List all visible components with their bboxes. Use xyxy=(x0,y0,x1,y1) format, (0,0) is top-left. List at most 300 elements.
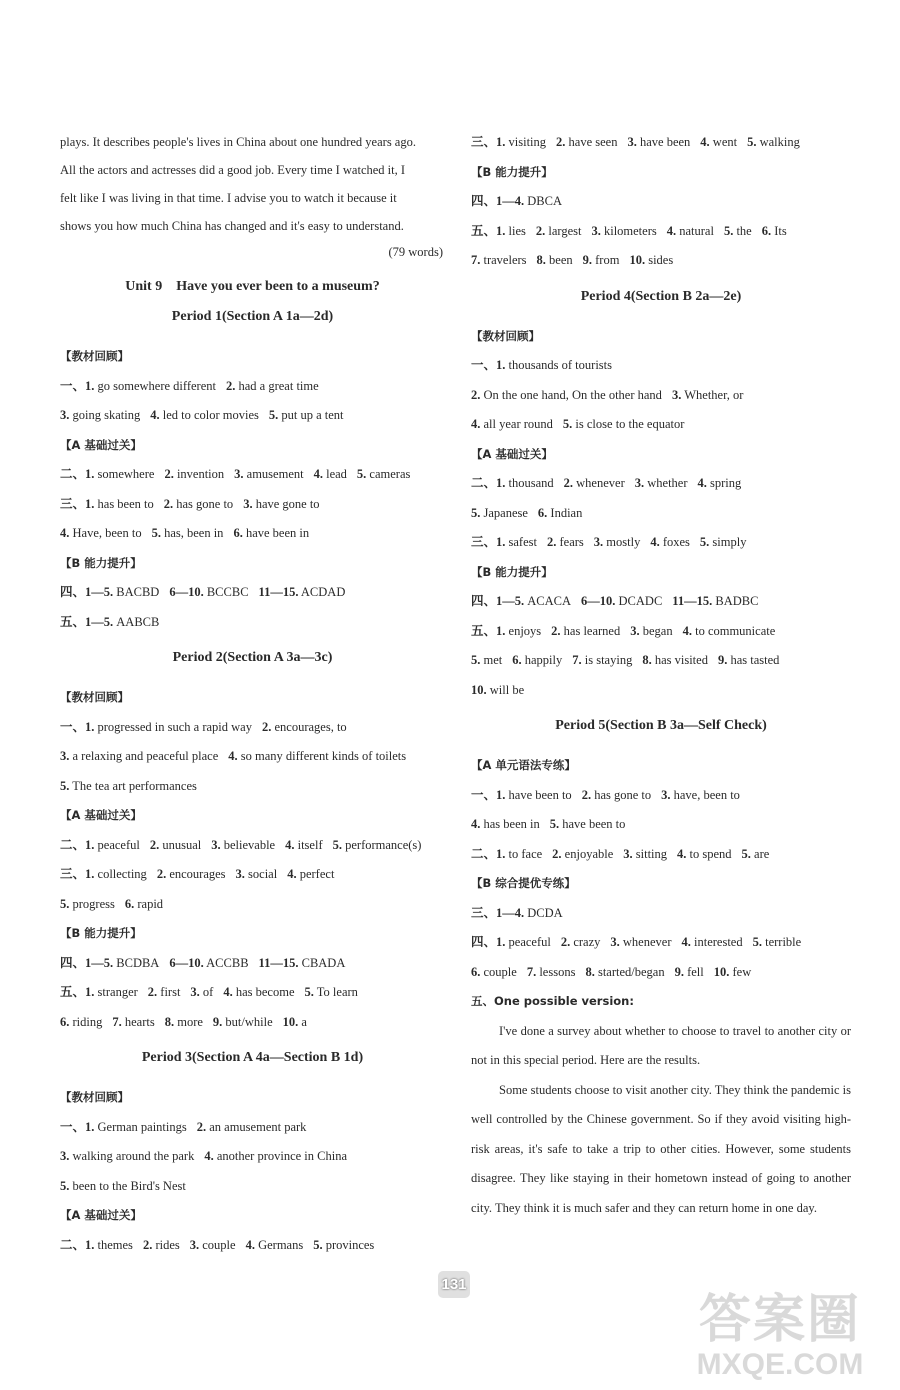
question-number: 8. xyxy=(642,653,652,667)
section-heading: 【教材回顾】 xyxy=(60,349,129,363)
answer-text: whenever xyxy=(622,935,672,949)
question-number: 4. xyxy=(228,749,238,763)
answer-text: have seen xyxy=(568,135,618,149)
answer-text: from xyxy=(595,253,620,267)
question-number: 11—15. xyxy=(672,594,713,608)
question-number: 三、1. xyxy=(471,135,506,149)
question-number: 3. xyxy=(634,476,645,490)
answer-text: DBCA xyxy=(527,194,562,208)
question-number: 7. xyxy=(471,253,481,267)
answer-text: spring xyxy=(710,476,742,490)
answer-text: has gone to xyxy=(176,496,234,511)
answer-line xyxy=(471,958,851,988)
section-heading: 【B 综合提优专练】 xyxy=(471,876,576,890)
sample-essay xyxy=(471,1017,851,1224)
answer-text: the xyxy=(736,223,752,238)
answer-line xyxy=(60,1172,445,1202)
section-heading: 【A 基础过关】 xyxy=(60,808,142,822)
question-number: 一、1. xyxy=(471,358,506,372)
question-number: 四、1—5. xyxy=(60,955,114,970)
answer-line xyxy=(60,1142,445,1172)
answer-text: kilometers xyxy=(603,223,657,238)
question-number: 四、1—5. xyxy=(60,585,114,599)
question-number: 3. xyxy=(627,135,637,149)
question-number: 2. xyxy=(563,476,574,490)
answer-text: rapid xyxy=(137,896,164,911)
answer-text: terrible xyxy=(765,935,802,949)
answer-text: couple xyxy=(483,964,517,979)
question-number: 3. xyxy=(60,408,70,422)
word-count: (79 words) xyxy=(388,245,443,259)
question-number: 4. xyxy=(245,1237,255,1252)
answer-text: social xyxy=(248,867,278,881)
question-number: 6—10. xyxy=(169,585,204,599)
question-number: 3. xyxy=(60,749,70,763)
answer-text: has gone to xyxy=(594,787,652,802)
question-number: 3. xyxy=(591,223,601,238)
answer-text: peaceful xyxy=(97,837,140,852)
answer-text: are xyxy=(754,846,770,861)
answer-text: have been in xyxy=(245,526,310,540)
paragraph-line: felt like I was living in that time. I advise you to watch it because it xyxy=(60,191,397,205)
question-number: 五、1. xyxy=(471,223,506,238)
answer-text: walking around the park xyxy=(72,1149,195,1163)
answer-text: have been xyxy=(639,135,691,149)
answer-line xyxy=(60,401,445,431)
answer-text: Japanese xyxy=(483,505,528,520)
answer-text: mostly xyxy=(606,535,641,549)
answer-line xyxy=(471,810,851,840)
answer-text: interested xyxy=(694,935,743,949)
answer-line xyxy=(471,128,851,158)
answer-text: travelers xyxy=(483,253,527,267)
question-number: 11—15. xyxy=(258,955,299,970)
answer-line xyxy=(60,772,445,802)
answer-text: thousand xyxy=(508,476,554,490)
answer-text: whenever xyxy=(576,476,625,490)
answer-line xyxy=(60,949,445,979)
question-number: 2. xyxy=(581,787,592,802)
answer-text: Germans xyxy=(258,1237,304,1252)
question-number: 5. xyxy=(471,505,481,520)
answer-text: will be xyxy=(489,682,525,697)
answer-line xyxy=(471,928,851,958)
question-number: 2. xyxy=(226,378,236,393)
answer-line xyxy=(60,1113,445,1143)
answer-text: itself xyxy=(297,837,323,852)
question-number: 4. xyxy=(677,846,687,861)
period-title: Period 2(Section A 3a—3c) xyxy=(172,650,333,665)
period-1-answers xyxy=(60,342,445,637)
essay-paragraph: Some students choose to visit another city. They think the pandemic is well controlled by the Chinese government. So if they avoid visiting high-risk areas, it's safe to take a trip to other cities. However, some students disagree. They like staying in their hometown instead of going to another city. They think it is much safer and they can return home in one day. xyxy=(471,1082,851,1215)
question-number: 4. xyxy=(471,417,481,431)
answer-text: thousands of tourists xyxy=(508,358,612,372)
question-number: 10. xyxy=(629,253,646,267)
question-number: 5. xyxy=(304,985,314,999)
unit-title: Unit 9 Have you ever been to a museum? xyxy=(125,279,380,294)
answer-text: has tasted xyxy=(730,653,780,667)
answer-text: been xyxy=(549,253,573,267)
answer-text: Whether, or xyxy=(684,387,744,402)
right-column xyxy=(471,128,851,1223)
answer-text: cameras xyxy=(369,467,411,481)
paragraph-line: plays. It describes people's lives in China about one hundred years ago. xyxy=(60,135,416,149)
question-number: 6. xyxy=(60,1014,70,1029)
question-number: 2. xyxy=(535,223,546,238)
answer-text: been to the Bird's Nest xyxy=(72,1178,186,1193)
question-number: 8. xyxy=(164,1014,175,1029)
answer-text: enjoyable xyxy=(564,846,614,861)
answer-line xyxy=(60,890,445,920)
answer-text: believable xyxy=(223,837,276,852)
answer-text: largest xyxy=(548,223,582,238)
answer-line xyxy=(60,742,445,772)
question-number: 四、1. xyxy=(471,935,506,949)
question-number: 5. xyxy=(723,223,734,238)
question-number: 二、1. xyxy=(60,467,95,481)
period-title: Period 1(Section A 1a—2d) xyxy=(171,309,334,324)
question-number: 7. xyxy=(112,1014,122,1029)
answer-line xyxy=(60,713,445,743)
answer-text: ACCBB xyxy=(206,955,249,970)
question-number: 6. xyxy=(537,505,548,520)
question-number: 四、1—4. xyxy=(471,194,525,208)
question-number: 一、1. xyxy=(60,1119,95,1134)
question-number: 5. xyxy=(60,896,70,911)
question-number: 5. xyxy=(752,935,762,949)
answer-line xyxy=(60,460,445,490)
answer-text: perfect xyxy=(299,867,335,881)
period-title: Period 3(Section A 4a—Section B 1d) xyxy=(141,1050,364,1065)
answer-line xyxy=(60,578,445,608)
question-number: 5. xyxy=(60,1178,70,1193)
watermark-cn: 答案圈 xyxy=(698,1290,861,1350)
answer-text: progressed in such a rapid way xyxy=(97,719,252,734)
section-heading: 【B 能力提升】 xyxy=(471,564,553,579)
answer-line xyxy=(60,831,445,861)
question-number: 四、1—5. xyxy=(471,594,525,608)
answer-text: peaceful xyxy=(508,935,551,949)
answer-text: DCDA xyxy=(527,905,563,920)
question-number: 5. xyxy=(741,846,751,861)
section-heading: 【B 能力提升】 xyxy=(471,164,553,179)
question-number: 6. xyxy=(233,526,243,540)
question-number: 2. xyxy=(560,935,571,949)
question-number: 6—10. xyxy=(581,594,616,608)
answer-text: enjoys xyxy=(508,623,542,638)
question-number: 2. xyxy=(546,535,557,549)
question-number: 4. xyxy=(700,135,710,149)
question-number: 2. xyxy=(552,846,562,861)
answer-line xyxy=(60,860,445,890)
answer-text: On the one hand, On the other hand xyxy=(483,387,662,402)
question-number: 9. xyxy=(717,653,728,667)
answer-text: encourages, to xyxy=(274,719,347,734)
answer-text: themes xyxy=(97,1237,133,1252)
answer-text: of xyxy=(202,985,214,999)
period-3-continued-answers xyxy=(471,128,851,276)
paragraph-line: All the actors and actresses did a good job. Every time I watched it, I xyxy=(60,163,406,177)
answer-text: going skating xyxy=(72,408,141,422)
answer-text: to face xyxy=(508,846,543,861)
answer-text: had a great time xyxy=(238,378,319,393)
question-number: 4. xyxy=(471,817,481,831)
answer-line xyxy=(471,187,851,217)
question-number: 5. xyxy=(60,778,70,793)
section-heading: 【A 单元语法专练】 xyxy=(471,758,576,772)
answer-line xyxy=(471,781,851,811)
question-number: 6. xyxy=(471,964,481,979)
question-number: 5. xyxy=(471,653,481,667)
question-number: 4. xyxy=(666,223,677,238)
answer-line xyxy=(60,978,445,1008)
question-number: 4. xyxy=(650,535,660,549)
period-4-answers xyxy=(471,322,851,706)
answer-text: The tea art performances xyxy=(72,778,197,793)
answer-text: has become xyxy=(235,985,295,999)
question-number: 4. xyxy=(313,467,323,481)
question-number: 一、1. xyxy=(60,719,95,734)
answer-text: lies xyxy=(508,223,526,238)
answer-text: DCADC xyxy=(618,594,663,608)
question-number: 4. xyxy=(204,1149,214,1163)
answer-text: unusual xyxy=(162,837,202,852)
answer-text: is staying xyxy=(584,653,633,667)
answer-text: a relaxing and peaceful place xyxy=(72,749,219,763)
question-number: 4. xyxy=(697,476,707,490)
question-number: 2. xyxy=(196,1119,207,1134)
answer-text: started/began xyxy=(597,964,665,979)
answer-line xyxy=(471,351,851,381)
answer-line xyxy=(471,840,851,870)
answer-line xyxy=(471,528,851,558)
question-number: 11—15. xyxy=(258,585,299,599)
answer-line xyxy=(471,469,851,499)
question-number: 3. xyxy=(661,787,671,802)
answer-text: AABCB xyxy=(116,614,160,629)
question-number: 2. xyxy=(156,867,167,881)
answer-text: sides xyxy=(648,253,674,267)
page-number: 131 xyxy=(438,1271,470,1298)
answer-text: lessons xyxy=(539,964,576,979)
answer-text: a xyxy=(301,1014,307,1029)
question-number: 5. xyxy=(356,467,367,481)
answer-text: somewhere xyxy=(97,467,155,481)
answer-line xyxy=(60,490,445,520)
period-5-answers xyxy=(471,751,851,1017)
section-heading: 【教材回顾】 xyxy=(471,328,540,343)
answer-text: visiting xyxy=(508,135,547,149)
question-number: 3. xyxy=(623,846,633,861)
question-number: 8. xyxy=(585,964,595,979)
question-number: 5. xyxy=(332,837,342,852)
paragraph-line: shows you how much China has changed and it's easy to understand. xyxy=(60,219,404,233)
answer-line xyxy=(60,1008,445,1038)
section-heading: 【教材回顾】 xyxy=(60,690,129,704)
answer-text: collecting xyxy=(97,867,147,881)
question-number: 6. xyxy=(124,896,135,911)
question-number: 5. xyxy=(562,417,573,431)
question-number: 3. xyxy=(630,623,640,638)
question-number: 3. xyxy=(211,837,221,852)
question-number: 9. xyxy=(212,1014,223,1029)
question-number: 3. xyxy=(234,467,244,481)
section-heading: 【教材回顾】 xyxy=(60,1090,129,1104)
question-number: 4. xyxy=(150,408,160,422)
question-number: 5. xyxy=(747,135,757,149)
question-number: 5. xyxy=(268,408,279,422)
question-number: 2. xyxy=(471,387,481,402)
answer-line xyxy=(60,372,445,402)
question-number: 5. xyxy=(313,1237,323,1252)
question-number: 二、1. xyxy=(471,476,506,490)
answer-text: riding xyxy=(72,1014,103,1029)
section-heading: 五、One possible version: xyxy=(471,994,634,1008)
question-number: 一、1. xyxy=(60,378,95,393)
answer-text: Have, been to xyxy=(72,526,142,540)
answer-text: to communicate xyxy=(695,623,776,638)
answer-text: invention xyxy=(176,467,225,481)
question-number: 5. xyxy=(549,817,560,831)
question-number: 2. xyxy=(556,135,566,149)
answer-text: an amusement park xyxy=(209,1119,307,1134)
answer-text: has learned xyxy=(563,623,621,638)
answer-text: performance(s) xyxy=(345,837,422,852)
answer-text: went xyxy=(712,135,738,149)
answer-line xyxy=(471,617,851,647)
question-number: 三、1—4. xyxy=(471,905,525,920)
answer-text: German paintings xyxy=(97,1119,187,1134)
answer-text: amusement xyxy=(246,467,304,481)
question-number: 二、1. xyxy=(60,1237,95,1252)
essay-paragraph: I've done a survey about whether to choose to travel to another city or not in this special period. Here are the results. xyxy=(471,1023,851,1067)
answer-text: to spend xyxy=(689,846,732,861)
question-number: 五、1. xyxy=(60,985,95,999)
question-number: 3. xyxy=(243,496,253,511)
watermark-logo xyxy=(660,1290,900,1390)
answer-text: stranger xyxy=(97,985,138,999)
question-number: 8. xyxy=(536,253,546,267)
question-number: 2. xyxy=(164,467,174,481)
answer-line xyxy=(60,608,445,638)
answer-text: few xyxy=(732,964,752,979)
answer-text: couple xyxy=(202,1237,236,1252)
period-3-answers xyxy=(60,1083,445,1260)
answer-text: Indian xyxy=(550,505,583,520)
answer-text: progress xyxy=(72,896,115,911)
answer-text: hearts xyxy=(124,1014,155,1029)
question-number: 5. xyxy=(699,535,710,549)
question-number: 3. xyxy=(190,985,200,999)
answer-text: natural xyxy=(679,223,714,238)
question-number: 一、1. xyxy=(471,787,506,802)
answer-text: BACBD xyxy=(116,585,160,599)
answer-text: whether xyxy=(647,476,688,490)
answer-text: more xyxy=(177,1014,203,1029)
question-number: 4. xyxy=(287,867,297,881)
question-number: 6. xyxy=(512,653,522,667)
answer-line xyxy=(471,499,851,529)
question-number: 9. xyxy=(582,253,593,267)
question-number: 4. xyxy=(681,935,691,949)
answer-line xyxy=(471,646,851,676)
answer-text: have, been to xyxy=(673,787,740,802)
question-number: 三、1. xyxy=(60,867,95,881)
answer-text: all year round xyxy=(483,417,553,431)
question-number: 3. xyxy=(610,935,620,949)
answer-text: rides xyxy=(155,1237,180,1252)
answer-text: ACACA xyxy=(527,594,572,608)
top-paragraph xyxy=(60,128,445,240)
answer-text: BADBC xyxy=(715,594,759,608)
answer-text: has, been in xyxy=(164,526,224,540)
question-number: 2. xyxy=(142,1237,153,1252)
period-2-answers xyxy=(60,683,445,1037)
question-number: 五、1—5. xyxy=(60,614,114,629)
answer-text: has been to xyxy=(97,496,154,511)
answer-text: so many different kinds of toilets xyxy=(240,749,407,763)
question-number: 4. xyxy=(223,985,233,999)
answer-text: began xyxy=(642,623,673,638)
answer-text: met xyxy=(483,653,503,667)
period-title: Period 4(Section B 2a—2e) xyxy=(580,288,742,304)
answer-text: have been to xyxy=(508,787,572,802)
answer-text: is close to the equator xyxy=(575,417,685,431)
answer-text: CBADA xyxy=(301,955,346,970)
answer-line xyxy=(60,1231,445,1261)
period-title: Period 5(Section B 3a—Self Check) xyxy=(555,718,767,733)
question-number: 3. xyxy=(60,1149,70,1163)
question-number: 2. xyxy=(261,719,272,734)
question-number: 4. xyxy=(682,623,692,638)
answer-line xyxy=(471,381,851,411)
question-number: 3. xyxy=(671,387,682,402)
watermark-en: MXQE.COM xyxy=(696,1348,864,1381)
answer-text: have gone to xyxy=(255,496,320,511)
question-number: 三、1. xyxy=(60,496,95,511)
question-number: 10. xyxy=(282,1014,299,1029)
answer-text: sitting xyxy=(635,846,668,861)
answer-line xyxy=(471,246,851,276)
section-heading: 【B 能力提升】 xyxy=(60,926,142,940)
answer-text: provinces xyxy=(325,1237,375,1252)
section-heading: 【A 基础过关】 xyxy=(60,437,142,452)
question-number: 3. xyxy=(189,1237,200,1252)
section-heading: 【B 能力提升】 xyxy=(60,555,142,570)
question-number: 二、1. xyxy=(471,846,506,861)
question-number: 10. xyxy=(471,682,487,697)
question-number: 7. xyxy=(526,964,537,979)
question-number: 3. xyxy=(593,535,604,549)
answer-text: has visited xyxy=(654,653,708,667)
answer-line xyxy=(471,676,851,706)
answer-text: fears xyxy=(559,535,584,549)
answer-text: ACDAD xyxy=(300,585,346,599)
answer-text: fell xyxy=(687,964,704,979)
question-number: 二、1. xyxy=(60,837,95,852)
question-number: 4. xyxy=(60,526,70,540)
answer-text: but/while xyxy=(225,1014,273,1029)
answer-text: first xyxy=(160,985,181,999)
answer-text: have been to xyxy=(562,817,626,831)
answer-text: lead xyxy=(326,467,347,481)
answer-text: BCDBA xyxy=(116,955,160,970)
answer-text: BCCBC xyxy=(206,585,249,599)
question-number: 五、1. xyxy=(471,623,506,638)
answer-text: crazy xyxy=(573,935,601,949)
answer-text: safest xyxy=(508,535,537,549)
answer-text: foxes xyxy=(662,535,690,549)
